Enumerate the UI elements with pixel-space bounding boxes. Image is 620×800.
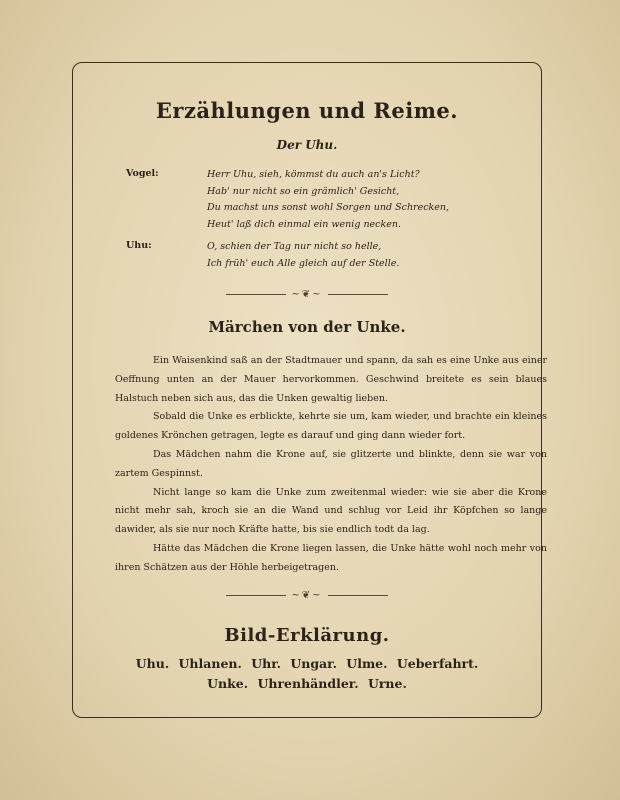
story-title: Märchen von der Unke. (208, 318, 406, 336)
ornament-glyph: ~❦~ (291, 590, 323, 601)
story-paragraph: Hätte das Mädchen die Krone liegen lassen, die Unke hätte wohl noch mehr von ihren Schätzen aus der Höhle herbeigetragen. (115, 542, 547, 573)
verse-line: O, schien der Tag nur nicht so helle, (207, 241, 382, 252)
page-title: Erzählungen und Reime. (155, 98, 459, 123)
ornament-divider-1 (72, 289, 542, 300)
verse-line: Du machst uns sonst wohl Sorgen und Schrecken, (207, 202, 450, 213)
verse-line: Ich früh' euch Alle gleich auf der Stelle. (207, 257, 400, 269)
explanation-line-1: Uhu. Uhlanen. Uhr. Ungar. Ulme. Ueberfahrt. (135, 656, 479, 671)
stanza-vogel (207, 167, 449, 233)
story-paragraph: Das Mädchen nahm die Krone auf, sie glitzerte und blinkte, denn sie war von zartem Gespinnst. (115, 448, 547, 479)
ornament-divider-2 (72, 590, 542, 601)
verse-line: Herr Uhu, sieh, kömmst du auch an's Licht? (207, 169, 420, 180)
verse-line: Hab' nur nicht so ein grämlich' Gesicht, (207, 185, 400, 197)
poem-title: Der Uhu. (276, 138, 338, 152)
explanation-line-2: Unke. Uhrenhändler. Urne. (207, 676, 407, 691)
speaker-vogel: Vogel: (126, 168, 159, 179)
explanation-words (72, 654, 542, 694)
verse-line: Heut' laß dich einmal ein wenig necken. (207, 218, 402, 230)
speaker-uhu: Uhu: (126, 240, 152, 251)
story-paragraph: Nicht lange so kam die Unke zum zweitenmal wieder: wie sie aber die Krone nicht mehr sah, kroch sie an die Wand und schlug vor Leid ihr Köpfchen so lange dawider, als sie nur noch Kräfte hatte, bis sie endlich todt da lag. (115, 486, 547, 536)
stanza-uhu (207, 239, 399, 272)
ornament-glyph: ~❦~ (291, 289, 323, 300)
story-paragraph: Sobald die Unke es erblickte, kehrte sie um, kam wieder, und brachte ein kleines goldenes Krönchen getragen, legte es darauf und ging dann wieder fort. (115, 411, 547, 442)
story-text (115, 352, 547, 578)
story-paragraph: Ein Waisenkind saß an der Stadtmauer und spann, da sah es eine Unke aus einer Oeffnung unten an der Mauer hervorkommen. Geschwind breitete es sein blaues Halstuch neben sich aus, das die Unken gewaltig lieben. (115, 355, 547, 404)
explanation-title: Bild-Erklärung. (224, 625, 390, 646)
